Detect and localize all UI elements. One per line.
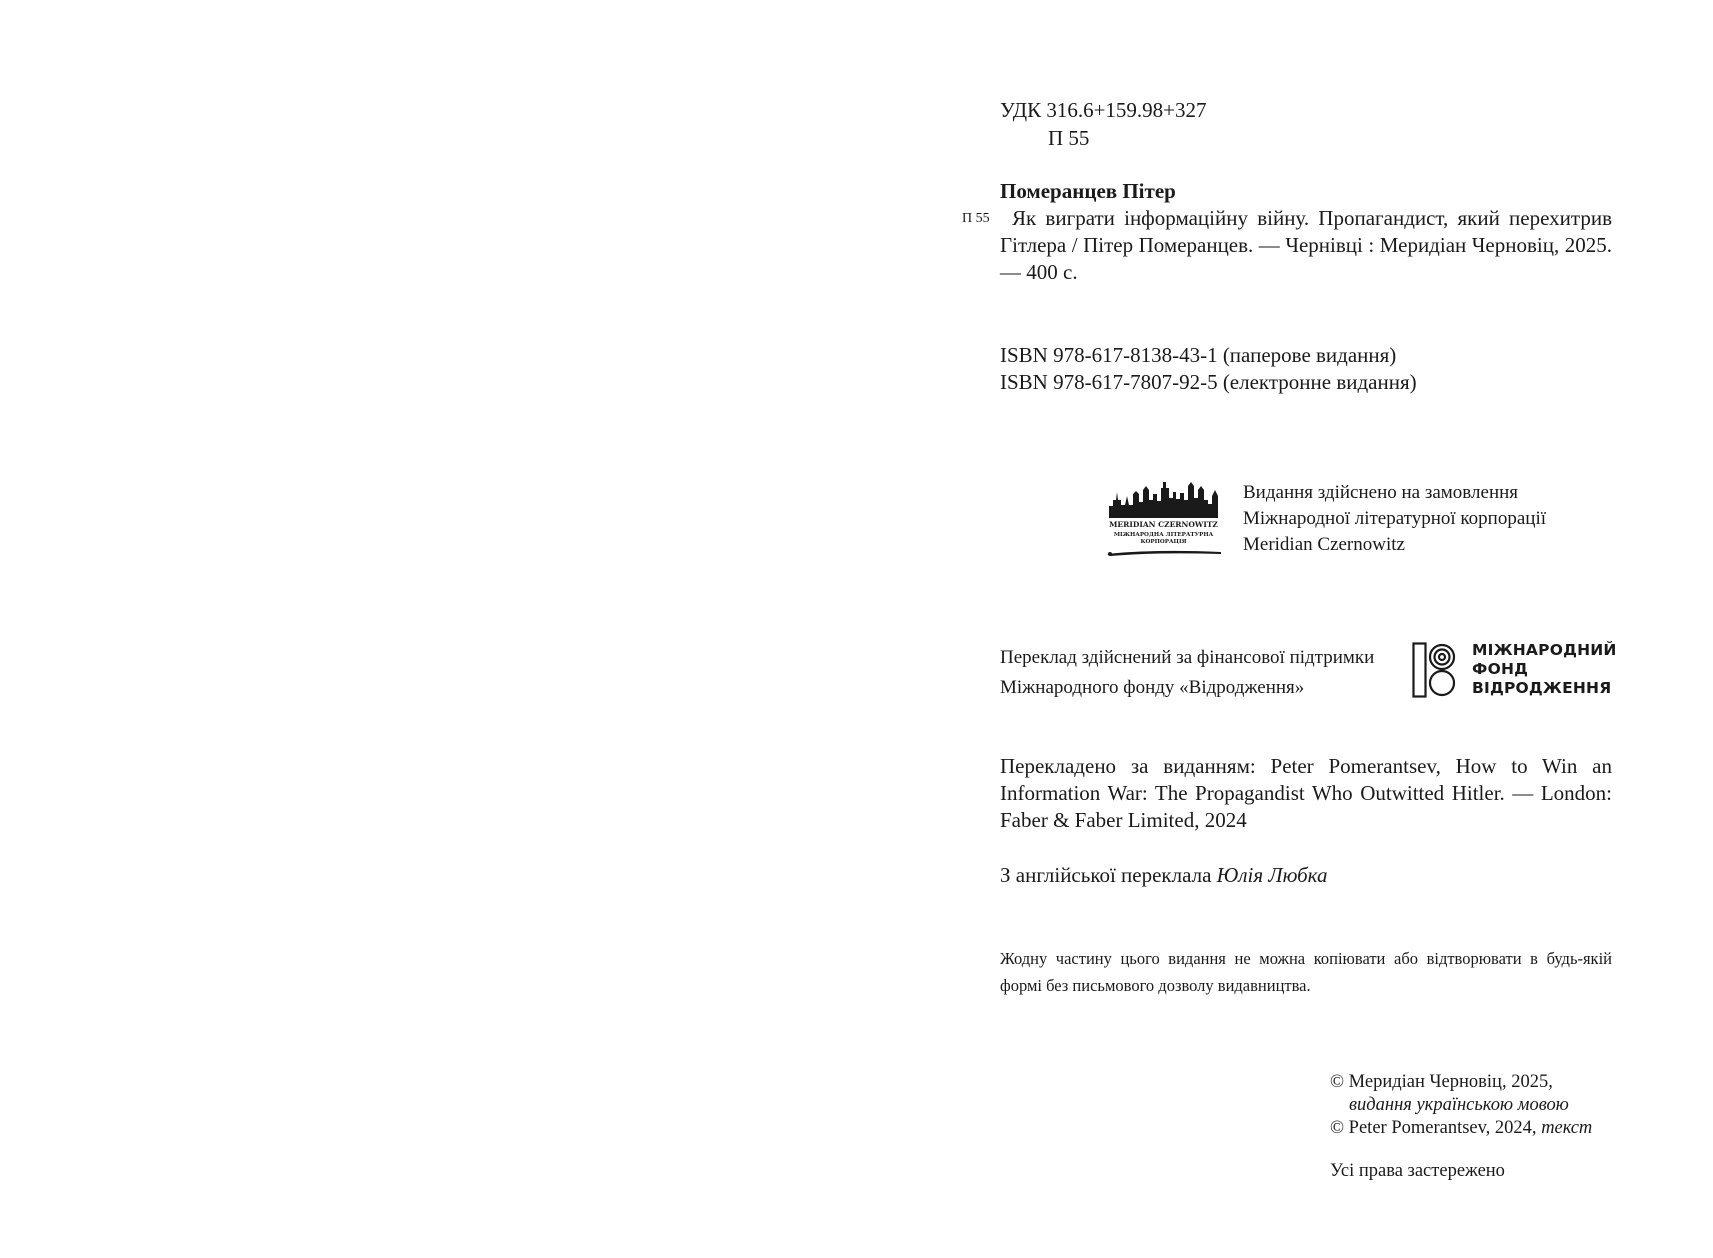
original-edition-note: Перекладено за виданням: Peter Pomerantsev, How to Win an Information War: The Propagandist Who Outwitted Hitler. — London: Faber & Faber Limited, 2024	[1000, 754, 1612, 832]
copyright-line-2-wrap	[1330, 1117, 1592, 1140]
udk-code: УДК 316.6+159.98+327	[1000, 98, 1207, 122]
publisher-line-1: Видання здійснено на замовлення	[1243, 482, 1519, 503]
renaissance-foundation-logo	[1412, 640, 1617, 700]
copyright-line-1-note: видання українською мовою	[1349, 1095, 1569, 1115]
fund-logo-line-3: ВІДРОДЖЕННЯ	[1472, 679, 1612, 697]
copyright-line-2: © Peter Pomerantsev, 2024,	[1330, 1118, 1542, 1138]
translator-credit	[1000, 862, 1327, 889]
author-name: Померанцев Пітер	[1000, 179, 1176, 203]
rights-note: Жодну частину цього видання не можна копіювати або відтворювати в будь-якій формі без письмового дозволу видавництва.	[1000, 949, 1612, 995]
logo-line-1: MERIDIAN CZERNOWITZ	[1109, 520, 1218, 529]
publisher-line-3: Meridian Czernowitz	[1243, 534, 1405, 555]
isbn-paper: ISBN 978-617-8138-43-1 (паперове видання)	[1000, 343, 1397, 367]
fund-logo-line-2: ФОНД	[1472, 660, 1529, 678]
logo-line-3: КОРПОРАЦІЯ	[1140, 539, 1187, 545]
margin-index: П 55	[962, 211, 990, 226]
publisher-line-2: Міжнародної літературної корпорації	[1243, 508, 1546, 529]
support-line-1: Переклад здійснений за фінансової підтримки	[1000, 647, 1375, 668]
publisher-note	[1243, 480, 1546, 558]
support-note	[1000, 643, 1374, 703]
meridian-czernowitz-logo	[1105, 472, 1223, 560]
fund-logo-line-1: МІЖНАРОДНИЙ	[1472, 641, 1617, 659]
bibliographic-entry: Як виграти інформаційну війну. Пропагандист, який перехитрив Гітлера / Пітер Померанцев. — Чернівці : Меридіан Черновіц, 2025. — 400 с.	[1000, 206, 1612, 284]
author-index: П 55	[1048, 126, 1090, 150]
translator-name: Юлія Любка	[1216, 863, 1328, 887]
isbn-electronic: ISBN 978-617-7807-92-5 (електронне видання)	[1000, 370, 1417, 394]
copyright-line-2-note: текст	[1541, 1118, 1593, 1138]
copyright-block	[1330, 1071, 1592, 1140]
logo-line-2: МІЖНАРОДНА ЛІТЕРАТУРНА	[1113, 532, 1214, 538]
all-rights-reserved: Усі права застережено	[1330, 1161, 1505, 1181]
translator-prefix: З англійської переклала	[1000, 863, 1217, 887]
support-line-2: Міжнародного фонду «Відродження»	[1000, 677, 1305, 698]
imprint-page	[962, 0, 1617, 1258]
copyright-line-1: © Меридіан Черновіц, 2025,	[1330, 1072, 1553, 1092]
